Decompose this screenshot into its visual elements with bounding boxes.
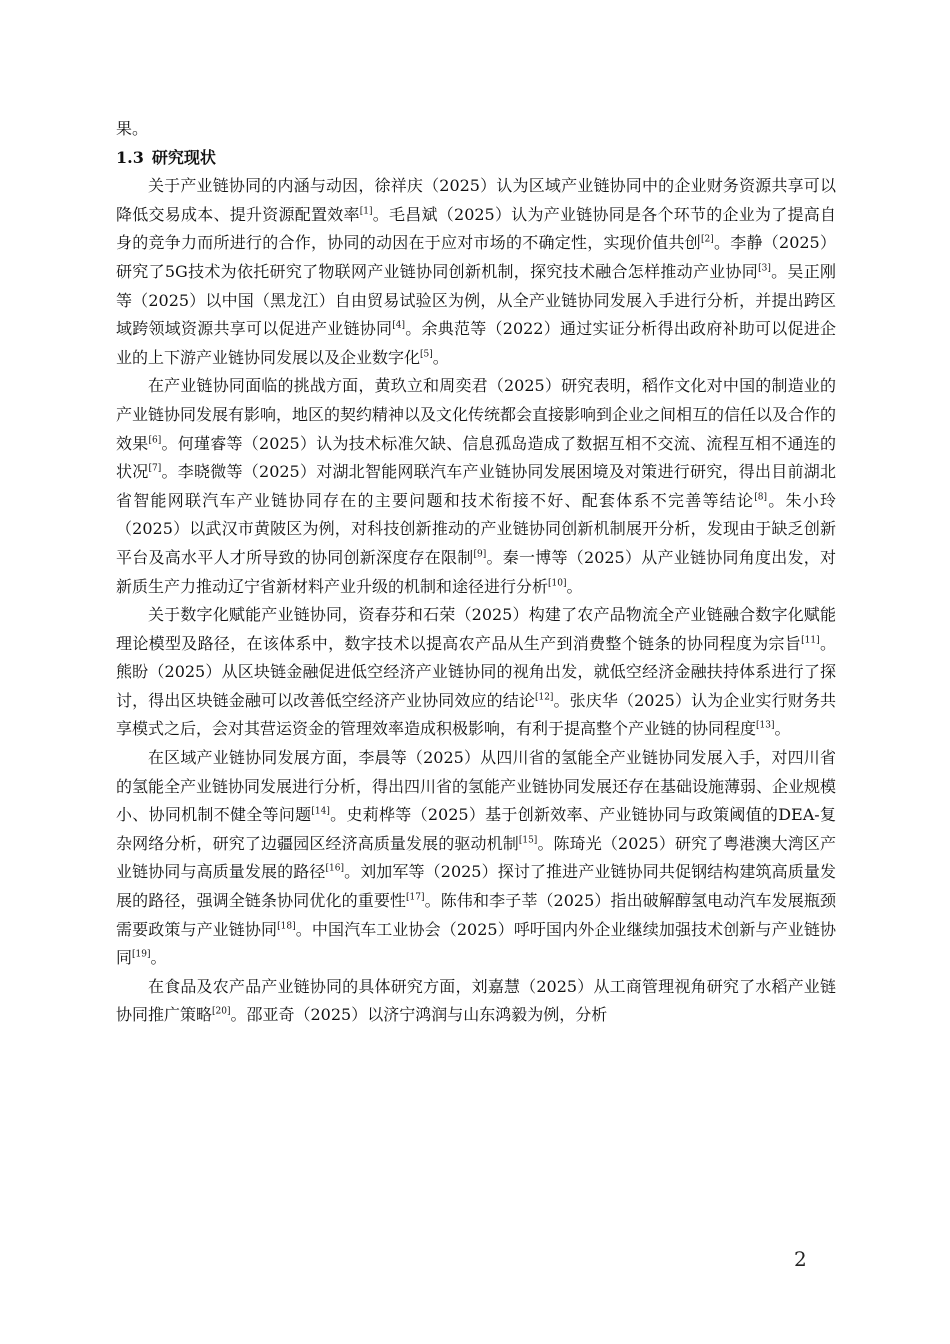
paragraph-text: 。余典范等（2022）通过实证分析得出政府补助可以促进企业的上下游产业链协同发展以及企业数字化 xyxy=(116,319,836,367)
paragraph-text: 。 xyxy=(774,719,791,739)
paragraph-text: 。史莉桦等（2025）基于创新效率、产业链协同与政策阈值的DEA-复杂网络分析，研究了边疆园区经济高质量发展的驱动机制 xyxy=(116,805,836,853)
paragraph-text: 。毛昌斌（2025）认为产业链协同是各个环节的企业为了提高自身的竞争力而所进行的合作，协同的动因在于应对市场的不确定性，实现价值共创 xyxy=(116,204,836,253)
paragraph-text: 。李晓微等（2025）对湖北智能网联汽车产业链协同发展困境及对策进行研究，得出目前湖北省智能网联汽车产业链协同存在的主要问题和技术衔接不好、配套体系不完善等结论 xyxy=(116,462,836,510)
citation-marker: [5] xyxy=(420,349,433,360)
section-title: 研究现状 xyxy=(151,147,216,167)
paragraph-list xyxy=(116,172,836,1030)
citation-marker: [19] xyxy=(132,949,151,960)
citation-marker: [8] xyxy=(754,492,767,503)
paragraph-text: 在食品及农产品产业链协同的具体研究方面，刘嘉慧（2025）从工商管理视角研究了水稻产业链协同推广策略 xyxy=(116,976,836,1025)
paragraph-text: 。邵亚奇（2025）以济宁鸿润与山东鸿毅为例，分析 xyxy=(230,1005,608,1025)
paragraph-text: 关于产业链协同的内涵与动因，徐祥庆（2025）认为区域产业链协同中的企业财务资源共享可以降低交易成本、提升资源配置效率 xyxy=(116,176,836,224)
citation-marker: [9] xyxy=(473,549,487,560)
paragraph-text: 。吴正刚等（2025）以中国（黑龙江）自由贸易试验区为例，从全产业链协同发展入手进行分析，并提出跨区域跨领域资源共享可以促进产业链协同 xyxy=(116,261,836,339)
citation-marker: [10] xyxy=(548,578,567,589)
citation-marker: [1] xyxy=(359,206,373,217)
body-paragraph xyxy=(116,172,836,372)
citation-marker: [6] xyxy=(148,435,162,446)
paragraph-text: 。中国汽车工业协会（2025）呼吁国内外企业继续加强技术创新与产业链协同 xyxy=(116,919,836,968)
citation-marker: [2] xyxy=(701,235,714,246)
paragraph-text: 。 xyxy=(432,347,449,367)
citation-marker: [17] xyxy=(406,892,425,903)
intro-tail-text: 果。 xyxy=(116,119,149,138)
paragraph-text: 。张庆华（2025）认为企业实行财务共享模式之后，会对其营运资金的管理效率造成积极影响，有利于提高整个产业链的协同程度 xyxy=(116,690,836,739)
citation-marker: [7] xyxy=(148,463,162,474)
paragraph-text: 。李静（2025）研究了5G技术为依托研究了物联网产业链协同创新机制，探究技术融合怎样推动产业协同 xyxy=(116,233,836,281)
body-paragraph xyxy=(116,744,836,973)
citation-marker: [11] xyxy=(801,635,820,646)
citation-marker: [15] xyxy=(518,835,538,846)
body-paragraph xyxy=(116,973,836,1030)
paragraph-text: 。何瑾睿等（2025）认为技术标准欠缺、信息孤岛造成了数据互相不交流、流程互相不通连的状况 xyxy=(116,433,836,482)
citation-marker: [20] xyxy=(212,1007,231,1018)
citation-marker: [12] xyxy=(534,692,554,703)
citation-marker: [16] xyxy=(325,864,344,875)
paragraph-text: 。 xyxy=(566,576,583,596)
page-number: 2 xyxy=(794,1247,807,1271)
page-body xyxy=(116,115,836,1030)
paragraph-text: 。 xyxy=(150,948,167,968)
body-paragraph xyxy=(116,601,836,744)
section-heading xyxy=(116,144,836,173)
citation-marker: [18] xyxy=(277,921,296,932)
citation-marker: [13] xyxy=(756,721,775,732)
citation-marker: [3] xyxy=(758,263,771,274)
paragraph-text: 。刘加军等（2025）探讨了推进产业链协同共促钢结构建筑高质量发展的路径，强调全链条协同优化的重要性 xyxy=(116,862,836,911)
paragraph-text: 。秦一博等（2025）从产业链协同角度出发，对新质生产力推动辽宁省新材料产业升级的机制和途径进行分析 xyxy=(116,547,836,596)
section-number: 1.3 xyxy=(116,147,144,167)
paragraph-text: 。陈琦光（2025）研究了粤港澳大湾区产业链协同与高质量发展的路径 xyxy=(116,833,836,882)
paragraph-text: 在产业链协同面临的挑战方面，黄玖立和周奕君（2025）研究表明，稻作文化对中国的制造业的产业链协同发展有影响，地区的契约精神以及文化传统都会直接影响到企业之间相互的信任以及合作的效果 xyxy=(116,376,837,453)
paragraph-text: 。陈伟和李子莘（2025）指出破解醇氢电动汽车发展瓶颈需要政策与产业链协同 xyxy=(116,891,836,939)
paragraph-text: 关于数字化赋能产业链协同，资春芬和石荣（2025）构建了农产品物流全产业链融合数字化赋能理论模型及路径，在该体系中，数字技术以提高农产品从生产到消费整个链条的协同程度为宗旨 xyxy=(116,605,836,653)
citation-marker: [4] xyxy=(392,320,406,331)
citation-marker: [14] xyxy=(311,806,330,817)
paragraph-text: 。熊盼（2025）从区块链金融促进低空经济产业链协同的视角出发，就低空经济金融扶持体系进行了探讨，得出区块链金融可以改善低空经济产业协同效应的结论 xyxy=(116,633,836,710)
paragraph-text: 在区域产业链协同发展方面，李晨等（2025）从四川省的氢能全产业链协同发展入手，对四川省的氢能全产业链协同发展进行分析，得出四川省的氢能产业链协同发展还存在基础设施薄弱、企业规模小、协同机制不健全等问题 xyxy=(116,748,837,825)
body-paragraph xyxy=(116,372,836,601)
paragraph-text: 。朱小玲（2025）以武汉市黄陂区为例，对科技创新推动的产业链协同创新机制展开分析，发现由于缺乏创新平台及高水平人才所导致的协同创新深度存在限制 xyxy=(116,490,836,567)
